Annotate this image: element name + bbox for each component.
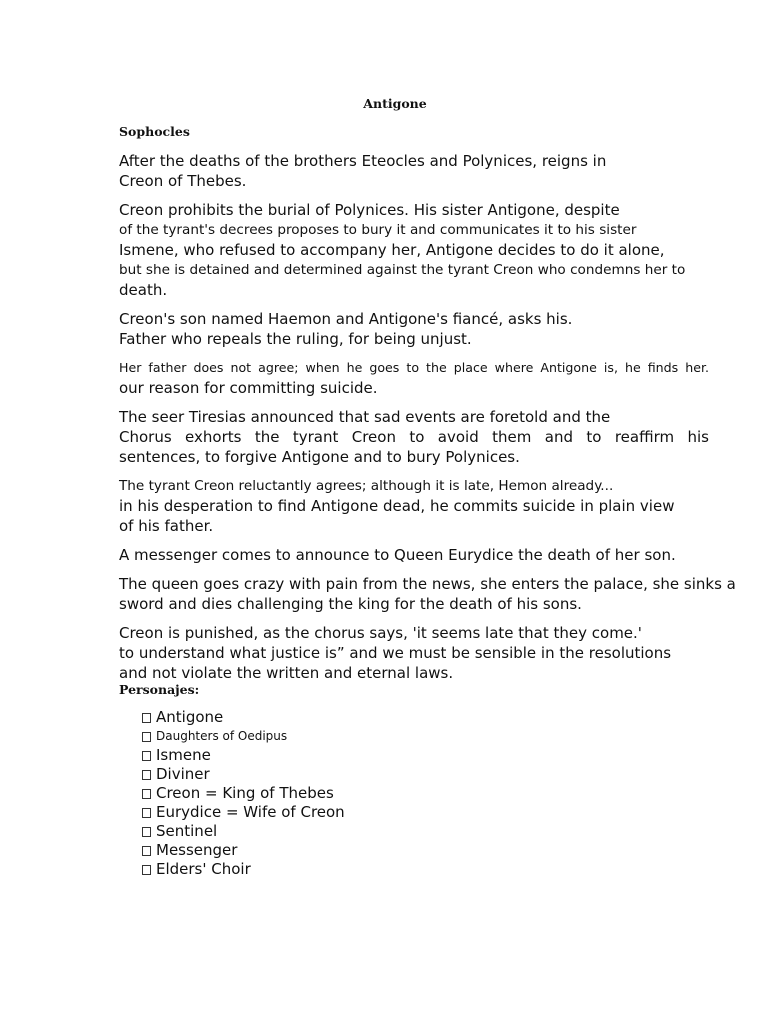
character-list-item: [142, 765, 345, 784]
document-author: Sophocles: [119, 124, 190, 139]
character-name: Eurydice = Wife of Creon: [156, 803, 345, 821]
paragraph-line: After the deaths of the brothers Eteocles and Polynices, reigns in: [119, 152, 607, 170]
paragraph-line: of his father.: [119, 517, 214, 535]
character-list-item: [142, 803, 345, 822]
paragraph: [119, 151, 729, 191]
paragraph-line: our reason for committing suicide.: [119, 379, 378, 397]
paragraph-line: Chorus exhorts the tyrant Creon to avoid them and to reaffirm his: [119, 428, 709, 446]
paragraph: [119, 623, 729, 683]
paragraph-line: Creon's son named Haemon and Antigone's fiancé, asks his.: [119, 310, 573, 328]
paragraph-line: Creon prohibits the burial of Polynices. His sister Antigone, despite: [119, 201, 620, 219]
character-name: Sentinel: [156, 822, 218, 840]
checkbox-square-icon: [142, 751, 151, 761]
paragraph-line: The tyrant Creon reluctantly agrees; although it is late, Hemon already...: [119, 478, 614, 494]
checkbox-square-icon: [142, 713, 151, 723]
character-name: Antigone: [156, 708, 224, 726]
character-name: Creon = King of Thebes: [156, 784, 334, 802]
paragraph: [119, 200, 729, 300]
paragraph-line: Ismene, who refused to accompany her, Antigone decides to do it alone,: [119, 241, 665, 259]
character-name: Elders' Choir: [156, 860, 251, 878]
character-name: Messenger: [156, 841, 238, 859]
paragraph-line: The queen goes crazy with pain from the news, she enters the palace, she sinks a: [119, 575, 736, 593]
document-body: [119, 151, 736, 692]
paragraph: [119, 476, 729, 536]
paragraph: [119, 574, 736, 614]
characters-list: [142, 708, 345, 879]
paragraph-line: Creon of Thebes.: [119, 172, 247, 190]
character-list-item: [142, 841, 345, 860]
paragraph-line: The seer Tiresias announced that sad events are foretold and the: [119, 408, 611, 426]
checkbox-square-icon: [142, 770, 151, 780]
paragraph-line: death.: [119, 281, 168, 299]
character-name: Diviner: [156, 765, 210, 783]
paragraph-line: sword and dies challenging the king for the death of his sons.: [119, 595, 582, 613]
paragraph-line: A messenger comes to announce to Queen Eurydice the death of her son.: [119, 546, 676, 564]
checkbox-square-icon: [142, 808, 151, 818]
character-list-item: [142, 784, 345, 803]
character-list-item: [142, 746, 345, 765]
paragraph: [119, 358, 729, 398]
paragraph-line: Her father does not agree; when he goes to the place where Antigone is, he finds her.: [119, 360, 709, 375]
character-name: Daughters of Oedipus: [156, 729, 288, 743]
character-list-item: [142, 822, 345, 841]
characters-heading: Personajes:: [119, 682, 200, 697]
character-list-item: [142, 708, 345, 727]
paragraph-line: Creon is punished, as the chorus says, 'it seems late that they come.': [119, 624, 642, 642]
paragraph-line: to understand what justice is” and we must be sensible in the resolutions: [119, 644, 672, 662]
checkbox-square-icon: [142, 732, 151, 742]
checkbox-square-icon: [142, 846, 151, 856]
character-list-item: [142, 727, 345, 746]
paragraph-line: in his desperation to find Antigone dead, he commits suicide in plain view: [119, 497, 675, 515]
checkbox-square-icon: [142, 789, 151, 799]
checkbox-square-icon: [142, 827, 151, 837]
document-title: Antigone: [363, 96, 427, 111]
paragraph-line: and not violate the written and eternal laws.: [119, 664, 454, 682]
character-list-item: [142, 860, 345, 879]
paragraph: [119, 545, 729, 565]
paragraph: [119, 407, 729, 467]
paragraph: [119, 309, 729, 349]
checkbox-square-icon: [142, 865, 151, 875]
paragraph-line: of the tyrant's decrees proposes to bury it and communicates it to his sister: [119, 222, 637, 238]
paragraph-line: but she is detained and determined against the tyrant Creon who condemns her to: [119, 262, 686, 278]
paragraph-line: sentences, to forgive Antigone and to bury Polynices.: [119, 448, 520, 466]
paragraph-line: Father who repeals the ruling, for being unjust.: [119, 330, 472, 348]
character-name: Ismene: [156, 746, 211, 764]
